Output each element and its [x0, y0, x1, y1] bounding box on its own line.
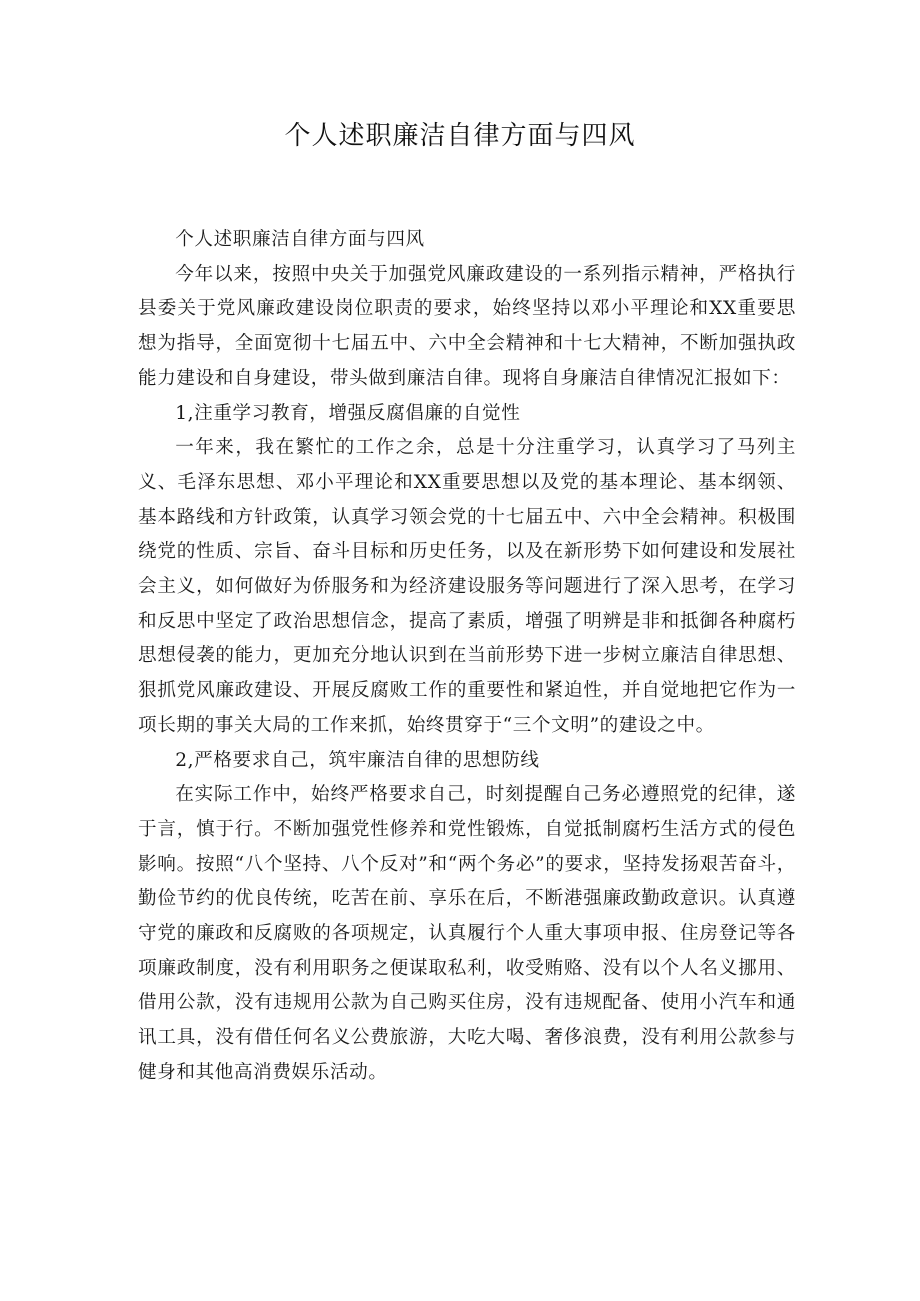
section-heading-2: 2,严格要求自己，筑牢廉洁自律的思想防线 — [175, 749, 540, 771]
section-body-1: 一年来，我在繁忙的工作之余，总是十分注重学习，认真学习了马列主义、毛泽东思想、邓小平理论和XX重要思想以及党的基本理论、基本纲领、基本路线和方针政策，认真学习领会党的十七届五中、六中全会精神。积极围绕党的性质、宗旨、奋斗目标和历史任务，以及在新形势下如何建设和发展社会主义，如何做好为侨服务和为经济建设服务等问题进行了深入思考，在学习和反思中坚定了政治思想信念，提高了素质，增强了明辨是非和抵御各种腐朽思想侵袭的能力，更加充分地认识到在当前形势下进一步树立廉洁自律思想、狠抓党风廉政建设、开展反腐败工作的重要性和紧迫性，并自觉地把它作为一项长期的事关大局的工作来抓，始终贯穿于“三个文明”的建设之中。 — [138, 437, 796, 736]
intro-paragraph: 今年以来，按照中央关于加强党风廉政建设的一系列指示精神，严格执行县委关于党风廉政建设岗位职责的要求，始终坚持以邓小平理论和XX重要思想为指导，全面宽彻十七届五中、六中全会精神和十七大精神，不断加强执政能力建设和自身建设，带头做到廉洁自律。现将自身廉洁自律情况汇报如下： — [138, 263, 796, 389]
document-title: 个人述职廉洁自律方面与四风 — [284, 121, 636, 151]
document-body — [138, 223, 796, 1091]
section-heading-1: 1,注重学习教育，增强反腐倡廉的自觉性 — [175, 402, 521, 424]
section-body-2: 在实际工作中，始终严格要求自己，时刻提醒自己务必遵照党的纪律，遂于言，慎于行。不断加强党性修养和党性锻炼，自觉抵制腐朽生活方式的侵色影响。按照“八个坚持、八个反对”和“两个务必”的要求，坚持发扬艰苦奋斗，勤俭节约的优良传统，吃苦在前、享乐在后，不断港强廉政勤政意识。认真遵守党的廉政和反腐败的各项规定，认真履行个人重大事项申报、住房登记等各项廉政制度，没有利用职务之便谋取私利，收受贿赂、没有以个人名义挪用、借用公款，没有违规用公款为自己购买住房，没有违规配备、使用小汽车和通讯工具，没有借任何名义公费旅游，大吃大喝、奢侈浪费，没有利用公款参与健身和其他高消费娱乐活动。 — [138, 784, 796, 1083]
document-subtitle: 个人述职廉洁自律方面与四风 — [175, 229, 425, 250]
